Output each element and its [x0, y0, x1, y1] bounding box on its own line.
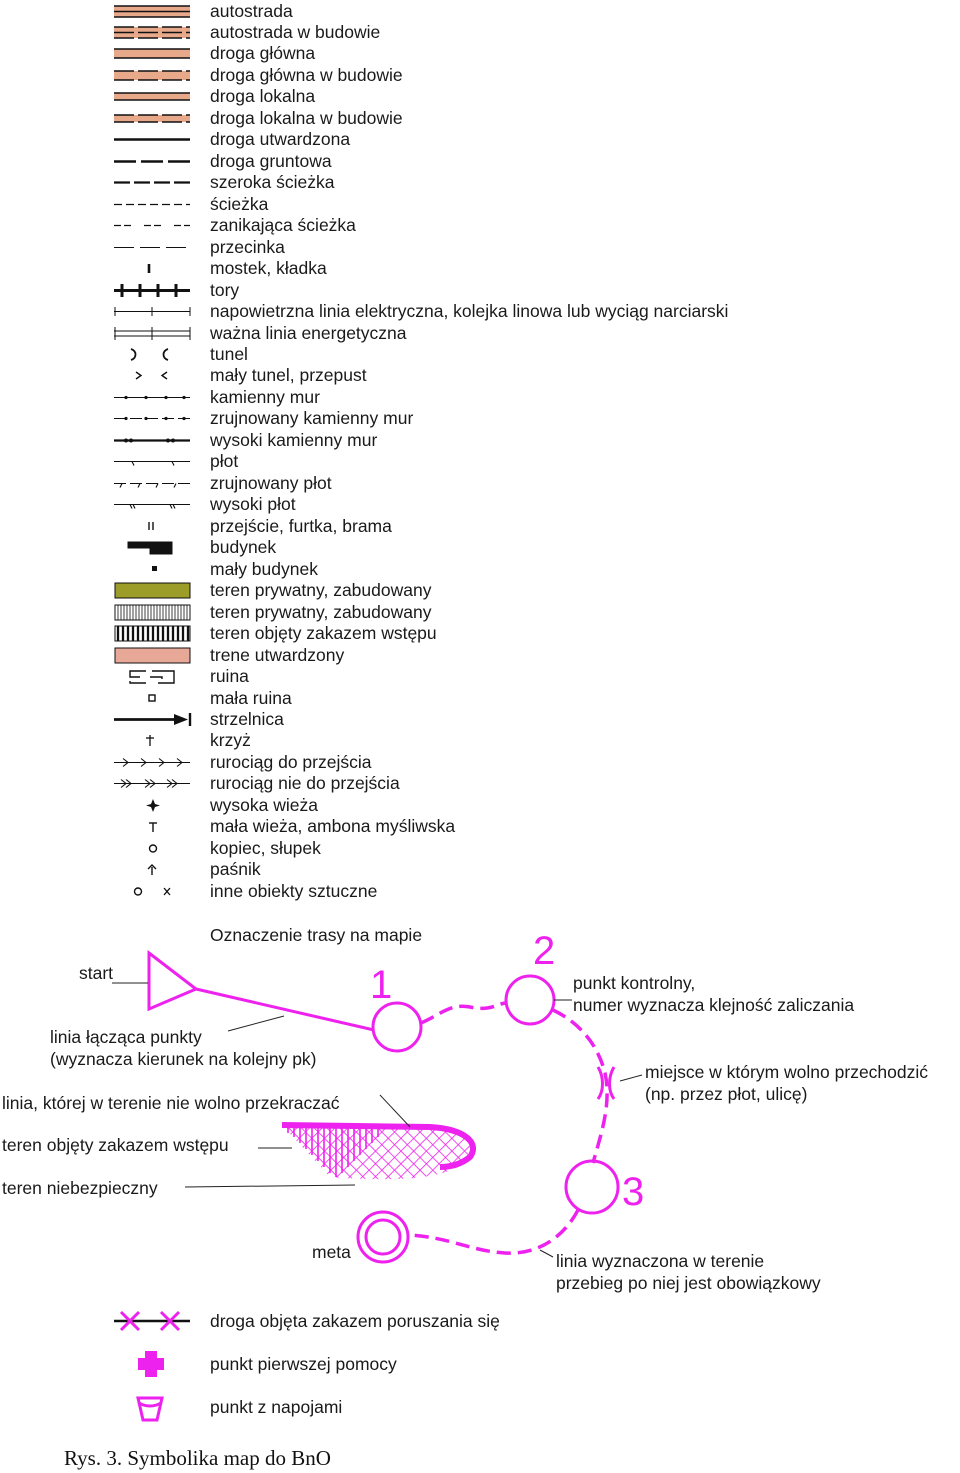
forbidden-route-symbol	[112, 1306, 194, 1336]
small-ruin-symbol	[112, 688, 194, 709]
legend-label: trene utwardzony	[210, 644, 345, 665]
high-tower-symbol	[112, 795, 194, 816]
legend-label: szeroka ścieżka	[210, 172, 335, 193]
legend-label: zrujnowany kamienny mur	[210, 408, 414, 429]
legend-row	[0, 580, 960, 601]
legend-label: mała wieża, ambona myśliwska	[210, 816, 456, 837]
pipeline-not-crossable-symbol	[112, 773, 194, 794]
legend-row	[0, 559, 960, 580]
crossing-point-symbol	[112, 516, 194, 537]
legend-label: teren prywatny, zabudowany	[210, 580, 432, 601]
connecting-line-leader	[228, 1016, 284, 1031]
legend-row	[0, 387, 960, 408]
legend-label: przejście, furtka, brama	[210, 515, 392, 536]
path-symbol	[112, 194, 194, 215]
highway-symbol	[112, 1, 194, 22]
out-of-bounds-symbol	[112, 623, 194, 644]
forbidden-line-leader	[380, 1095, 410, 1127]
dangerous-area-leader	[185, 1185, 355, 1187]
legend-label: mostek, kładka	[210, 258, 327, 279]
legend-label: mała ruina	[210, 687, 292, 708]
cross-symbol	[112, 730, 194, 751]
legend-row	[0, 859, 960, 880]
legend-row	[0, 451, 960, 472]
legend-label: droga główna w budowie	[210, 64, 403, 85]
legend-label: ważna linia energetyczna	[210, 322, 407, 343]
ruined-fence-symbol	[112, 473, 194, 494]
legend-row	[0, 623, 960, 644]
legend-row	[0, 108, 960, 129]
legend-label: autostrada	[210, 0, 293, 21]
diagram-title: Oznaczenie trasy na mapie	[210, 925, 423, 945]
connecting-line-label-1: linia łącząca punkty	[50, 1027, 202, 1047]
figure-caption: Rys. 3. Symbolika map do BnO	[64, 1446, 331, 1470]
legend-row	[0, 795, 960, 816]
legend-label: droga lokalna	[210, 86, 316, 107]
first-aid-symbol	[112, 1349, 194, 1379]
extra-label: punkt pierwszej pomocy	[210, 1354, 397, 1374]
legend-row	[0, 237, 960, 258]
marked-route-2-3	[553, 1010, 607, 1163]
legend-row	[0, 129, 960, 150]
extra-row	[0, 1354, 960, 1375]
legend-label: teren objęty zakazem wstępu	[210, 623, 437, 644]
marked-route-label-1: linia wyznaczona w terenie	[556, 1251, 765, 1271]
finish-label: meta	[312, 1242, 351, 1262]
legend-row	[0, 537, 960, 558]
power-line-symbol	[112, 301, 194, 322]
crossing-label-2: (np. przez płot, ulicę)	[645, 1084, 808, 1104]
start-label: start	[79, 963, 114, 983]
paved-area-symbol	[112, 645, 194, 666]
pipeline-crossable-symbol	[112, 752, 194, 773]
stone-wall-symbol	[112, 387, 194, 408]
legend-label: strzelnica	[210, 709, 284, 729]
legend-label: tory	[210, 279, 240, 300]
legend-label: krzyż	[210, 730, 251, 751]
legend-row	[0, 838, 960, 859]
legend-row	[0, 408, 960, 429]
legend-row	[0, 730, 960, 751]
legend-row	[0, 65, 960, 86]
legend-label: płot	[210, 451, 239, 472]
high-stone-wall-symbol	[112, 430, 194, 451]
legend-label: wysoki kamienny mur	[210, 429, 378, 450]
legend-row	[0, 473, 960, 494]
highway-construction-symbol	[112, 22, 194, 43]
extra-row	[0, 1311, 960, 1332]
legend-label: ruina	[210, 666, 249, 687]
footbridge-symbol	[112, 258, 194, 279]
crossing-leader	[620, 1075, 642, 1081]
legend-label: zanikająca ścieżka	[210, 215, 356, 236]
legend-row	[0, 344, 960, 365]
legend-row	[0, 709, 960, 730]
paved-road-symbol	[112, 129, 194, 150]
legend-row	[0, 43, 960, 64]
legend-label: rurociąg nie do przejścia	[210, 773, 400, 794]
wide-path-symbol	[112, 172, 194, 193]
out-of-bounds-label: teren objęty zakazem wstępu	[2, 1135, 229, 1155]
legend-row	[0, 516, 960, 537]
tunnel-symbol	[112, 344, 194, 365]
legend-row	[0, 22, 960, 43]
checkpoint-1	[373, 1003, 421, 1051]
main-road-symbol	[112, 43, 194, 64]
legend-row	[0, 151, 960, 172]
legend-label: droga lokalna w budowie	[210, 107, 403, 128]
legend-label: rurociąg do przejścia	[210, 751, 372, 772]
checkpoint-number-3: 3	[622, 1170, 645, 1214]
railway-symbol	[112, 280, 194, 301]
ruin-symbol	[112, 666, 194, 687]
legend-label: budynek	[210, 537, 277, 558]
legend-row	[0, 280, 960, 301]
legend-label: kopiec, słupek	[210, 837, 321, 858]
legend-row	[0, 602, 960, 623]
checkpoint-number-1: 1	[370, 963, 393, 1007]
legend-row	[0, 773, 960, 794]
checkpoint-label-1: punkt kontrolny,	[573, 973, 696, 993]
legend-row	[0, 752, 960, 773]
vanishing-path-symbol	[112, 215, 194, 236]
legend-label: kamienny mur	[210, 386, 320, 407]
ruined-stone-wall-symbol	[112, 408, 194, 429]
legend-label: droga gruntowa	[210, 150, 332, 171]
fence-symbol	[112, 451, 194, 472]
marked-route-leader	[540, 1250, 553, 1257]
local-road-symbol	[112, 86, 194, 107]
settlement-hatched-symbol	[112, 602, 194, 623]
connecting-line	[196, 989, 374, 1030]
legend-label: wysoki płot	[210, 494, 296, 515]
legend-row	[0, 301, 960, 322]
legend-row	[0, 645, 960, 666]
legend-row	[0, 494, 960, 515]
route-diagram	[0, 915, 960, 1295]
marked-route-label-2: przebieg po niej jest obowiązkowy	[556, 1273, 821, 1293]
small-tower-symbol	[112, 816, 194, 837]
legend-row	[0, 430, 960, 451]
crossing-mark-right	[610, 1067, 615, 1099]
checkpoint-2	[506, 976, 554, 1024]
legend-row	[0, 688, 960, 709]
legend-label: wysoka wieża	[210, 794, 318, 815]
legend-row	[0, 194, 960, 215]
marked-route-1-2	[421, 1003, 505, 1023]
legend-row	[0, 86, 960, 107]
dangerous-area-label: teren niebezpieczny	[2, 1178, 158, 1198]
other-object-symbol	[112, 881, 194, 902]
major-power-line-symbol	[112, 323, 194, 344]
legend-row	[0, 666, 960, 687]
legend-row	[0, 1, 960, 22]
legend-label: mały tunel, przepust	[210, 365, 367, 386]
extra-label: droga objęta zakazem poruszania się	[210, 1311, 500, 1331]
legend-label: przecinka	[210, 236, 285, 257]
checkpoint-number-2: 2	[533, 929, 556, 973]
legend-row	[0, 323, 960, 344]
extra-label: punkt z napojami	[210, 1397, 343, 1417]
legend-row	[0, 881, 960, 902]
finish-inner-circle	[366, 1220, 400, 1254]
checkpoint-label-2: numer wyznacza klejność zaliczania	[573, 995, 855, 1015]
legend-label: droga główna	[210, 43, 316, 64]
feeding-place-symbol	[112, 859, 194, 880]
legend-label: tunel	[210, 344, 248, 365]
legend-label: inne obiekty sztuczne	[210, 880, 378, 901]
start-triangle	[149, 953, 196, 1009]
settlement-olive-symbol	[112, 580, 194, 601]
dirt-road-symbol	[112, 151, 194, 172]
legend-row	[0, 365, 960, 386]
building-symbol	[112, 537, 194, 558]
small-tunnel-symbol	[112, 365, 194, 386]
legend-label: droga utwardzona	[210, 129, 351, 150]
high-fence-symbol	[112, 494, 194, 515]
checkpoint-3	[566, 1161, 618, 1213]
main-road-construction-symbol	[112, 65, 194, 86]
legend-label: autostrada w budowie	[210, 21, 381, 42]
legend-row	[0, 258, 960, 279]
ride-symbol	[112, 237, 194, 258]
extra-row	[0, 1397, 960, 1418]
legend-label: teren prywatny, zabudowany	[210, 601, 432, 622]
legend-label: mały budynek	[210, 558, 318, 579]
marked-route-3-finish	[408, 1210, 578, 1253]
legend-label: napowietrzna linia elektryczna, kolejka linowa lub wyciąg narciarski	[210, 301, 729, 322]
legend-label: paśnik	[210, 859, 261, 880]
legend-label: zrujnowany płot	[210, 472, 332, 493]
legend-row	[0, 816, 960, 837]
local-road-construction-symbol	[112, 108, 194, 129]
forbidden-line-label: linia, której w terenie nie wolno przekraczać	[2, 1093, 340, 1113]
legend-label: ścieżka	[210, 193, 269, 214]
refreshment-symbol	[112, 1392, 194, 1422]
cairn-symbol	[112, 838, 194, 859]
connecting-line-label-2: (wyznacza kierunek na kolejny pk)	[50, 1049, 317, 1069]
legend-row	[0, 215, 960, 236]
crossing-mark-left	[598, 1067, 603, 1099]
legend-row	[0, 172, 960, 193]
small-building-symbol	[112, 559, 194, 580]
crossing-label-1: miejsce w którym wolno przechodzić	[645, 1062, 929, 1082]
firing-range-symbol	[112, 709, 194, 730]
